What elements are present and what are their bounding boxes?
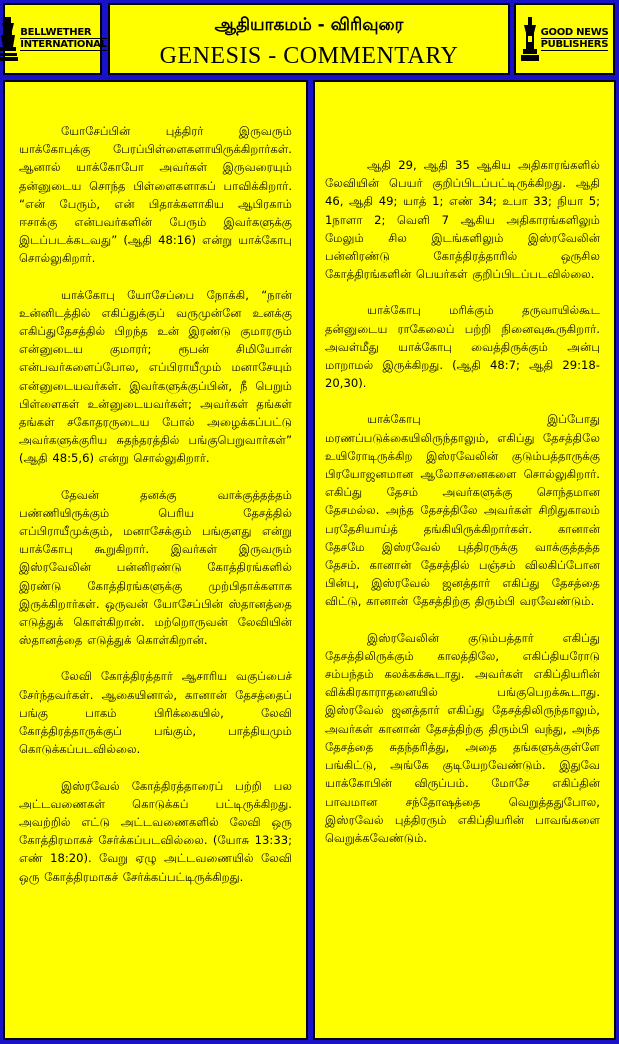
left-paragraph-3: தேவன் தனக்கு வாக்குத்தத்தம் பண்ணியிருக்கும் பெரிய தேசத்தில் எப்பிராயீமுக்கும், மனாசேக்கும் பங்குளது என்று யாக்கோபு கூறுகிறார். இவர்கள் இருவரும் இஸ்ரவேலின் பன்னிரண்டு கோத்திரங்களில் இரண்டு கோத்திரங்களுக்கு முற்பிதாக்களாக இருக்கிறார்கள். ஒருவன் யோசேப்பின் ஸ்தானத்தை எடுத்துக் கொள்கிறான். மற்றொருவன் லேவியின் ஸ்தானத்தை எடுத்துக் கொள்கிறான். xyxy=(19,487,292,648)
right-logo-line2: PUBLISHERS xyxy=(540,39,609,50)
right-paragraph-1: ஆதி 29, ஆதி 35 ஆகிய அதிகாரங்களில் லேவியின் பெயர் குறிப்பிடப்பட்டிருக்கிறது. ஆதி 46, ஆதி 49; யாத் 1; எண் 34; உபா 33; நியா 5; 1நாளா 2; வெளி 7 ஆகிய அதிகாரங்களிலும் மேலும் சில இடங்களிலும் இஸ்ரவேலின் பன்னிரண்டு கோத்திரத்தாரில் ஒருசில கோத்திரங்களின் பெயர்கள் குறிப்பிடப்படவில்லை. xyxy=(325,158,600,282)
bell-tower-icon xyxy=(0,17,18,61)
left-paragraph-1: யோசேப்பின் புத்திரர் இருவரும் யாக்கோபுக்கு பேரப்பிள்ளைகளாயிருக்கிறார்கள். ஆனால் யாக்கோபோ அவர்கள் இருவரையும் தன்னுடைய சொந்த பிள்ளைகளாகப் பாவிக்கிறார். “என் பேரும், என் பிதாக்களாகிய ஆபிரகாம் ஈசாக்கு என்பவர்களின் பேரும் இவர்களுக்கு இடப்படக்கடவது” (ஆதி 48:16) என்று யாக்கோபு சொல்லுகிறார். xyxy=(19,124,292,266)
right-column xyxy=(313,80,616,1040)
good-news-logo xyxy=(514,3,615,75)
left-paragraph-2: யாக்கோபு யோசேப்பை நோக்கி, “நான் உன்னிடத்தில் எகிப்துக்குப் வருமுன்னே உனக்கு எகிப்துதேசத்தில் பிறந்த உன் இரண்டு குமாரரும் என்னுடைய குமாரர்; ரூபன் சிமியோன் என்பவர்களைப்போல, எப்பிராயீமும் மனாசேயும் என்னுடையவர்கள். இவர்களுக்குப்பின், நீ பெறும் பிள்ளைகள் உன்னுடையவர்கள்; அவர்கள் தங்கள் தங்கள் சகோதரருடைய போல் அழைக்கப்பட்டு அவர்களுக்குரிய சுதந்தரத்தில் பங்குபெறுவார்கள்” (ஆதி 48:5,6) என்று சொல்லுகிறார். xyxy=(19,287,292,466)
left-column xyxy=(3,80,308,1040)
right-paragraph-2: யாக்கோபு மரிக்கும் தருவாயில்கூட தன்னுடைய ராகேலைப் பற்றி நினைவுகூருகிறார். அவள்மீது யாக்கோபு வைத்திருக்கும் அன்பு மாறாமல் இருக்கிறது. (ஆதி 48:7; ஆதி 29:18-20,30). xyxy=(325,303,600,391)
title-tamil: ஆதியாகமம் - விரிவுரை xyxy=(214,15,404,35)
left-logo-line1: BELLWETHER xyxy=(20,27,106,39)
right-paragraph-3: யாக்கோபு இப்போது மரணப்படுக்கையிலிருந்தாலும், எகிப்து தேசத்திலே உயிரோடிருக்கிற இஸ்ரவேலின் குடும்பத்தாருக்கு பிரயோஜனமான ஆலோசனைகளை சொல்லுகிறார். எகிப்து தேசம் அவர்களுக்கு சொந்தமான தேசமல்ல. அந்த தேசத்திலே அவர்கள் சிறிதுகாலம் பரதேசியாய்த் தங்கியிருக்கிறார்கள். கானான் தேசமே இஸ்ரவேல் புத்திரருக்கு வாக்குத்தத்த தேசம். கானான் தேசத்தில் பஞ்சம் விலகிப்போன பின்பு, இஸ்ரவேல் ஜனத்தார் எகிப்து தேசத்தை விட்டு, கானான் தேசத்திற்கு திரும்பி வரவேண்டும். xyxy=(325,412,600,609)
right-logo-line1: GOOD NEWS xyxy=(540,27,609,38)
right-paragraph-4: இஸ்ரவேலின் குடும்பத்தார் எகிப்து தேசத்திலிருக்கும் காலத்திலே, எகிப்தியரோடு சம்பந்தம் கலக்கக்கூடாது. அவர்கள் எகிப்தியரின் விக்கிரகாராதனையில் பங்குபெறக்கூடாது. இஸ்ரவேல் ஜனத்தார் எகிப்து தேசத்திலிருந்தாலும், அவர்கள் கானான் தேசத்திற்கு திரும்பி வந்து, அந்த தேசத்தை சுதந்தரித்து, அதை தங்களுக்குள்ளே பங்கிட்டு, அங்கே குடியேறவேண்டும். இதுவே யாக்கோபின் விருப்பம். மோசே எகிப்தின் பாவமான சந்தோஷத்தை வெறுத்ததுபோல, இஸ்ரவேல் புத்திரரும் எகிப்தியரின் பாவங்களை வெறுக்கவேண்டும். xyxy=(325,630,600,845)
left-paragraph-4: லேவி கோத்திரத்தார் ஆசாரிய வகுப்பைச் சேர்ந்தவர்கள். ஆகையினால், கானான் தேசத்தைப் பங்கு பாகம் பிரிக்கையில், லேவி கோத்திரத்தாருக்குப் பங்கும், பாத்தியமும் கொடுக்கப்படவில்லை. xyxy=(19,669,292,757)
left-logo-line2: INTERNATIONAL xyxy=(20,39,107,50)
left-paragraph-5: இஸ்ரவேல் கோத்திரத்தாரைப் பற்றி பல அட்டவணைகள் கொடுக்கப் பட்டிருக்கிறது. அவற்றில் எட்டு அட்டவணைகளில் லேவி ஒரு கோத்திரமாகச் சேர்க்கப்படவில்லை. (யோசு 13:33; எண் 18:20). வேறு ஏழு அட்டவணையில் லேவி ஒரு கோத்திரமாகச் சேர்க்கப்பட்டிருக்கிறது. xyxy=(19,778,292,884)
tower-icon xyxy=(521,17,539,61)
page-header xyxy=(108,3,510,75)
title-english: GENESIS - COMMENTARY xyxy=(159,43,459,69)
bellwether-logo xyxy=(3,3,107,75)
